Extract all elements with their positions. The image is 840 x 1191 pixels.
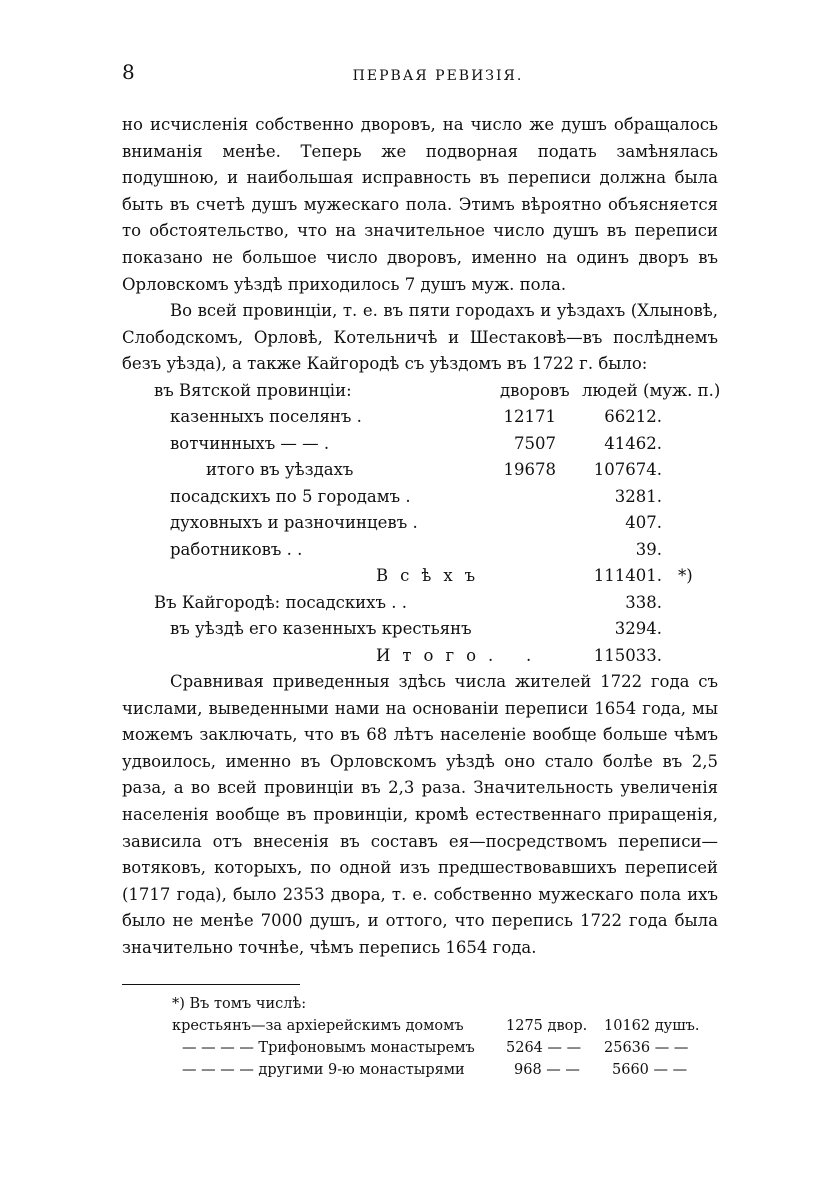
footnote-row [172, 1018, 712, 1040]
table-row [122, 616, 718, 642]
footnote-dush: 5660 — — [612, 1062, 688, 1078]
row-dvorov: 7507 [514, 433, 556, 453]
table-row [122, 537, 718, 563]
table-header-label: въ Вятской провинціи: [154, 380, 352, 400]
page-number: 8 [122, 60, 135, 84]
footnote-dush: 10162 душъ. [604, 1018, 700, 1034]
footnote-dush: 25636 — — [604, 1040, 689, 1056]
footnote-row [172, 1062, 712, 1084]
footnote-rule [122, 984, 300, 985]
row-lyudey: 111401. [593, 566, 662, 586]
row-lyudey: 39. [635, 539, 662, 559]
table-row [122, 404, 718, 430]
row-label: Итого. [376, 645, 506, 665]
main-text [122, 112, 721, 961]
population-table [122, 378, 721, 669]
row-label: духовныхъ и разночинцевъ . [170, 513, 418, 533]
paragraph-1: но исчисленія собственно дворовъ, на число же душъ обращалось вниманія менѣе. Теперь же подворная подать замѣнялась подушною, и наибольшая исправность въ переписи должна была быть въ счетѣ душъ мужескаго пола. Этимъ вѣроятно объясняется то обстоятельство, что на значительное число душъ въ переписи показано не большое число дворовъ, именно на одинъ дворъ въ Орловскомъ уѣздѣ приходилось 7 душъ муж. пола. [122, 115, 718, 294]
footnote-dvor: 1275 двор. [506, 1018, 588, 1034]
row-lyudey: 3294. [614, 619, 662, 639]
paragraph-2: Во всей провинціи, т. е. въ пяти городахъ и уѣздахъ (Хлыновѣ, Слободскомъ, Орловѣ, Котельничѣ и Шестаковѣ—въ послѣднемъ безъ уѣзда), а также Кайгородѣ съ уѣздомъ въ 1722 г. было: [122, 301, 718, 374]
row-lyudey: 107674. [593, 460, 662, 480]
row-label: вотчинныхъ — — . [170, 433, 330, 453]
table-row [122, 510, 718, 536]
table-header [122, 378, 721, 404]
footnote-dvor: 968 — — [514, 1062, 580, 1078]
table-row [122, 484, 718, 510]
table-row [122, 457, 718, 483]
footnote-label: — — — — Трифоновымъ монастыремъ [182, 1040, 475, 1056]
row-label: посадскихъ по 5 городамъ . [170, 486, 411, 506]
paragraph-3: Сравнивая приведенныя здѣсь числа жителей 1722 года съ числами, выведенными нами на основаніи переписи 1654 года, мы можемъ заключать, что въ 68 лѣтъ населеніе вообще больше чѣмъ удвоилось, именно въ Орловскомъ уѣздѣ оно стало болѣе въ 2,5 раза, а во всей провинціи въ 2,3 раза. Значительность увеличенія населенія вообще въ провинціи, кромѣ естественнаго приращенія, зависила отъ внесенія въ составъ ея—посредствомъ переписи—вотяковъ, которыхъ, по одной изъ предшествовавшихъ переписей (1717 года), было 2353 двора, т. е. собственно мужескаго пола ихъ было не менѣе 7000 душъ, и оттого, что перепись 1722 года была значительно точнѣе, чѣмъ перепись 1654 года. [122, 671, 718, 957]
row-label: казенныхъ поселянъ . [170, 407, 362, 427]
row-label: работниковъ . . [170, 539, 303, 559]
row-dvorov: 19678 [503, 460, 556, 480]
row-label: итого въ уѣздахъ [206, 460, 354, 480]
footnote-mark: *) [678, 566, 693, 586]
table-row-grand-total [122, 643, 718, 669]
row-label: въ уѣздѣ его казенныхъ крестьянъ [170, 619, 472, 639]
table-row-total [122, 563, 718, 589]
footnote-title: *) Въ томъ числѣ: [172, 996, 307, 1012]
row-label: Въ Кайгородѣ: посадскихъ . . [154, 592, 407, 612]
running-title: ПЕРВАЯ РЕВИЗІЯ. [352, 68, 524, 84]
table-row [122, 431, 718, 457]
footnote-dvor: 5264 — — [506, 1040, 582, 1056]
row-dvorov: 12171 [503, 407, 556, 427]
row-lyudey: 66212. [604, 407, 662, 427]
table-header-col2: людей (муж. п.) [582, 380, 721, 400]
footnote-label: крестьянъ—за архіерейскимъ домомъ [172, 1018, 464, 1034]
footnote-label: — — — — другими 9-ю монастырями [182, 1062, 465, 1078]
footnote-row [172, 1040, 712, 1062]
row-lyudey: 338. [625, 592, 662, 612]
row-dvorov: . [526, 645, 532, 665]
row-lyudey: 3281. [614, 486, 662, 506]
row-lyudey: 407. [625, 513, 662, 533]
table-header-col1: дворовъ [500, 380, 570, 400]
row-lyudey: 115033. [593, 645, 662, 665]
row-lyudey: 41462. [604, 433, 662, 453]
row-label: Всѣхъ [376, 566, 488, 586]
table-row [122, 590, 718, 616]
